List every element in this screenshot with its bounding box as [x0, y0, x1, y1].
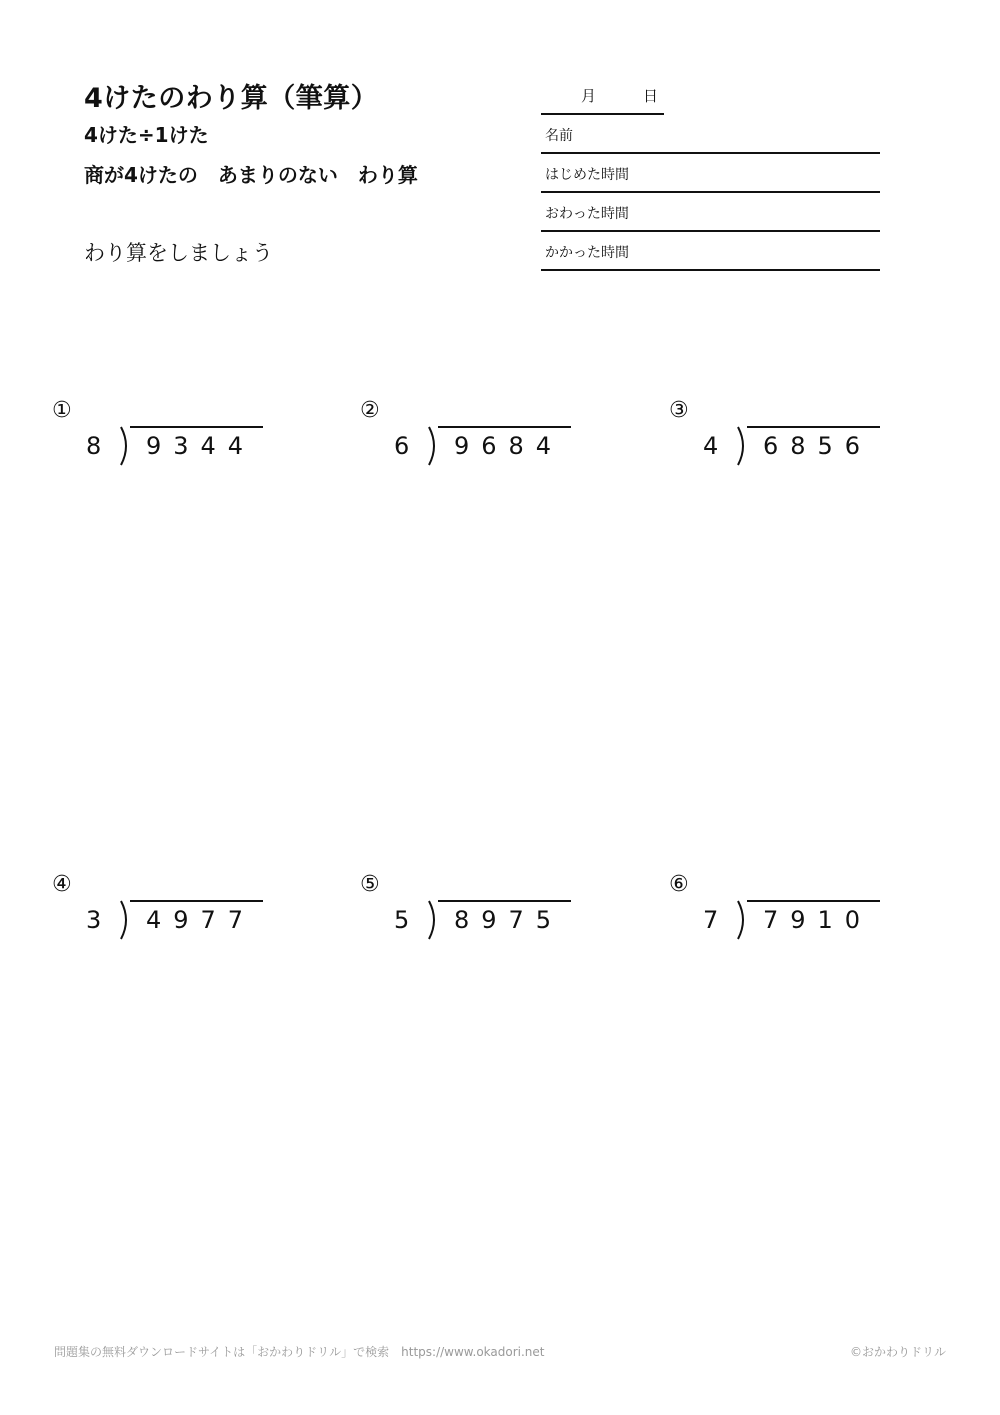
subtitle-digits: 4けた÷1けた: [84, 123, 209, 147]
problem-number: ⑥: [669, 872, 689, 897]
problem-number: ①: [52, 398, 72, 423]
date-field[interactable]: [541, 83, 664, 115]
division-bracket-icon: [120, 900, 130, 940]
dividend: 4977: [146, 906, 256, 934]
division-bracket-icon: [737, 426, 747, 466]
dividend: 9344: [146, 432, 256, 460]
name-field[interactable]: [541, 115, 880, 154]
problem-5[interactable]: [360, 872, 590, 942]
division-bracket-icon: [120, 426, 130, 466]
end-time-label: おわった時間: [545, 206, 629, 222]
dividend: 7910: [763, 906, 873, 934]
subtitle-description: 商が4けたの あまりのない わり算: [84, 163, 418, 187]
problem-3[interactable]: [669, 398, 899, 468]
instruction: わり算をしましょう: [84, 241, 273, 265]
footer-link-text[interactable]: 問題集の無料ダウンロードサイトは「おかわりドリル」で検索 https://www.okadori.net: [54, 1345, 545, 1359]
dividend: 6856: [763, 432, 873, 460]
problem-2[interactable]: [360, 398, 590, 468]
month-label: 月: [581, 87, 597, 105]
divisor: 4: [703, 432, 719, 460]
division-bracket-icon: [737, 900, 747, 940]
division-bar: [438, 426, 571, 428]
problem-4[interactable]: [52, 872, 282, 942]
divisor: 8: [86, 432, 102, 460]
duration-field[interactable]: [541, 232, 880, 271]
problem-number: ⑤: [360, 872, 380, 897]
division-bar: [747, 426, 880, 428]
duration-label: かかった時間: [545, 245, 629, 261]
division-bar: [130, 900, 263, 902]
dividend: 9684: [454, 432, 564, 460]
division-bracket-icon: [428, 426, 438, 466]
start-time-field[interactable]: [541, 154, 880, 193]
divisor: 3: [86, 906, 102, 934]
divisor: 6: [394, 432, 410, 460]
division-bar: [130, 426, 263, 428]
division-bar: [438, 900, 571, 902]
end-time-field[interactable]: [541, 193, 880, 232]
problem-number: ②: [360, 398, 380, 423]
page-title: 4けたのわり算（筆算）: [84, 83, 379, 114]
divisor: 5: [394, 906, 410, 934]
division-bracket-icon: [428, 900, 438, 940]
name-label: 名前: [545, 128, 573, 144]
division-bar: [747, 900, 880, 902]
problem-number: ③: [669, 398, 689, 423]
problem-6[interactable]: [669, 872, 899, 942]
problem-1[interactable]: [52, 398, 282, 468]
copyright: ©おかわりドリル: [850, 1345, 947, 1359]
problem-number: ④: [52, 872, 72, 897]
start-time-label: はじめた時間: [545, 167, 629, 183]
dividend: 8975: [454, 906, 564, 934]
divisor: 7: [703, 906, 719, 934]
day-label: 日: [643, 87, 659, 105]
